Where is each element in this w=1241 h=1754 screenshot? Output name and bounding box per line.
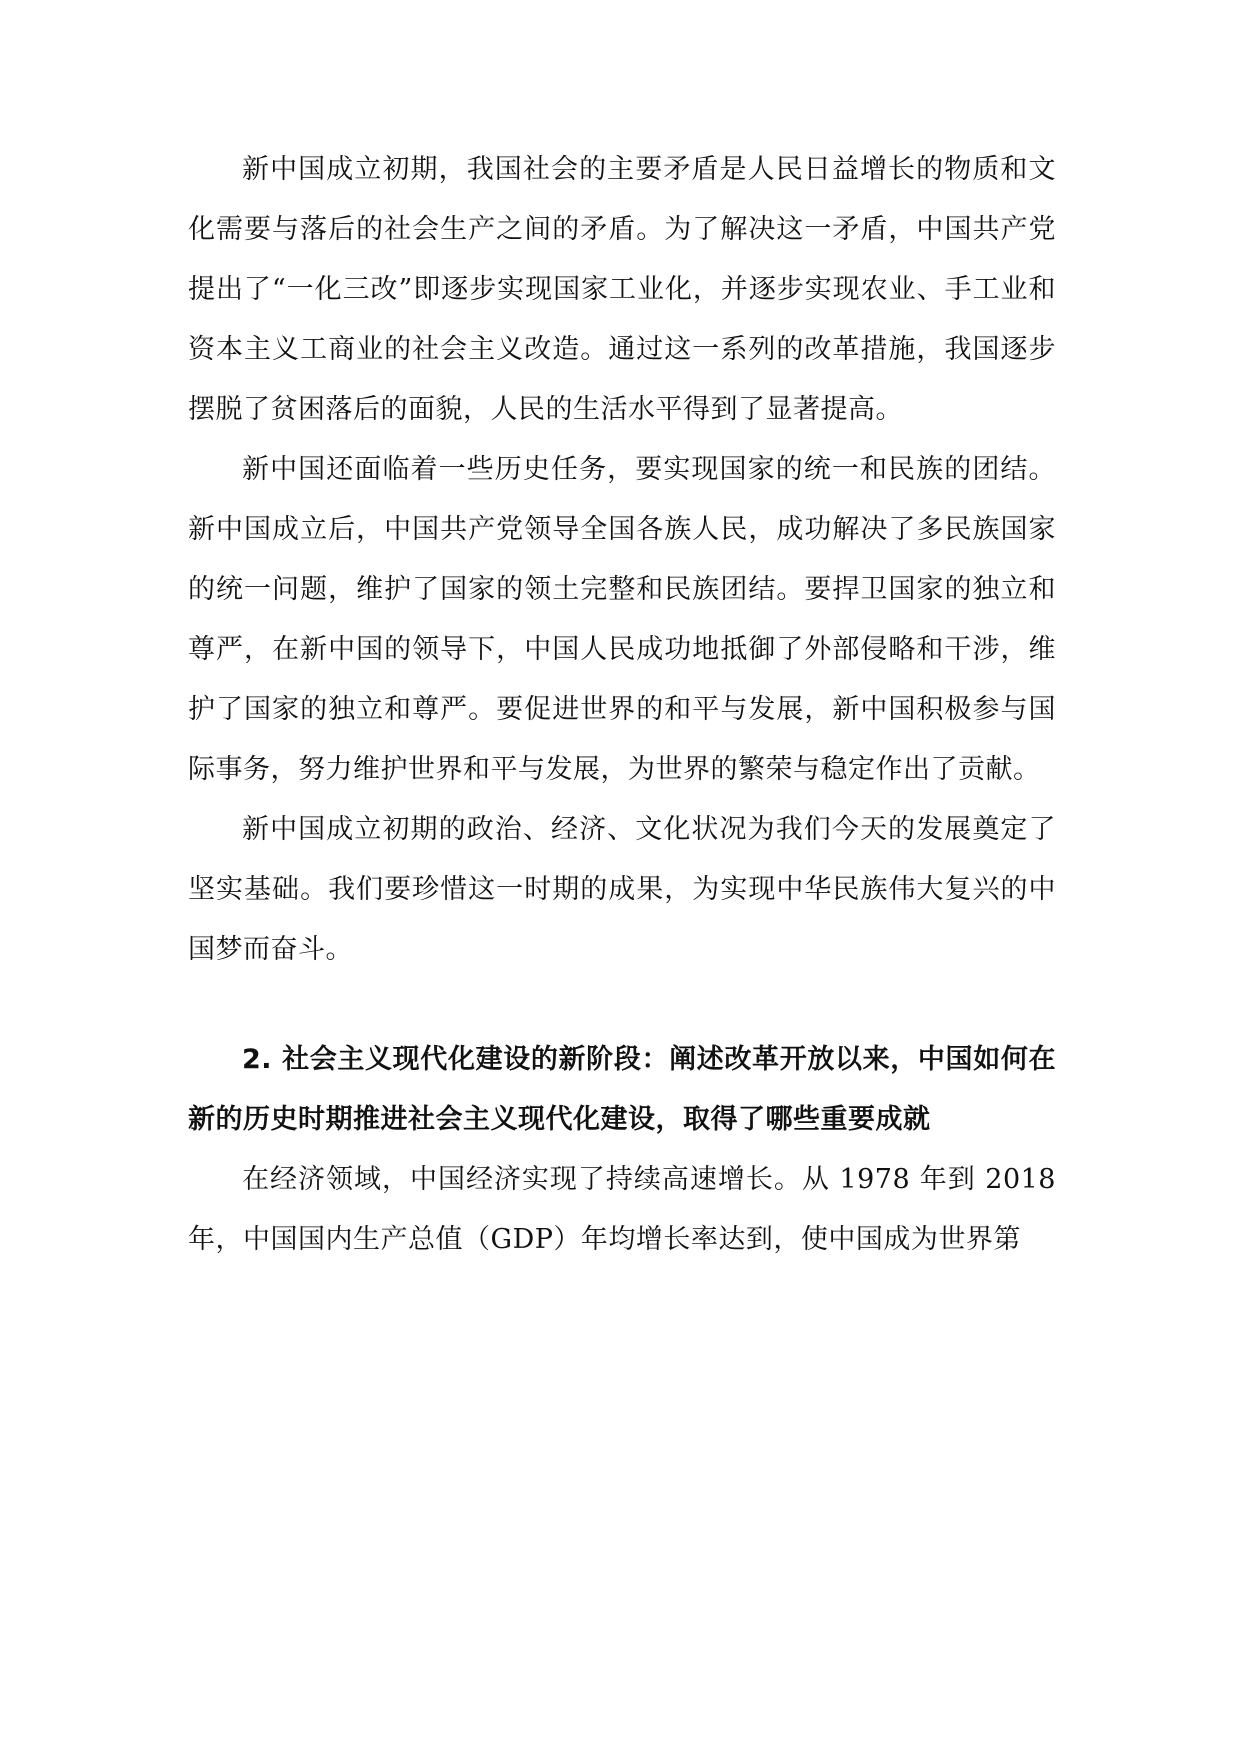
section-heading: 2. 社会主义现代化建设的新阶段：阐述改革开放以来，中国如何在新的历史时期推进社会主义现代化建设，取得了哪些重要成就 bbox=[188, 1044, 1056, 1135]
paragraph-foundation: 新中国成立初期的政治、经济、文化状况为我们今天的发展奠定了坚实基础。我们要珍惜这一时期的成果，为实现中华民族伟大复兴的中国梦而奋斗。 bbox=[188, 814, 1056, 965]
paragraph-historical-tasks: 新中国还面临着一些历史任务，要实现国家的统一和民族的团结。新中国成立后，中国共产党领导全国各族人民，成功解决了多民族国家的统一问题，维护了国家的领土完整和民族团结。要捍卫国家的独立和尊严，在新中国的领导下，中国人民成功地抵御了外部侵略和干涉，维护了国家的独立和尊严。要促进世界的和平与发展，新中国积极参与国际事务，努力维护世界和平与发展，为世界的繁荣与稳定作出了贡献。 bbox=[188, 454, 1056, 785]
paragraph-economy: 在经济领域，中国经济实现了持续高速增长。从 1978 年到 2018 年，中国国内生产总值（GDP）年均增长率达到，使中国成为世界第 bbox=[188, 1164, 1056, 1255]
paragraph-early-period: 新中国成立初期，我国社会的主要矛盾是人民日益增长的物质和文化需要与落后的社会生产之间的矛盾。为了解决这一矛盾，中国共产党提出了“一化三改”即逐步实现国家工业化，并逐步实现农业、手工业和资本主义工商业的社会主义改造。通过这一系列的改革措施，我国逐步摆脱了贫困落后的面貌，人民的生活水平得到了显著提高。 bbox=[188, 154, 1056, 425]
document-body bbox=[188, 140, 1056, 1270]
